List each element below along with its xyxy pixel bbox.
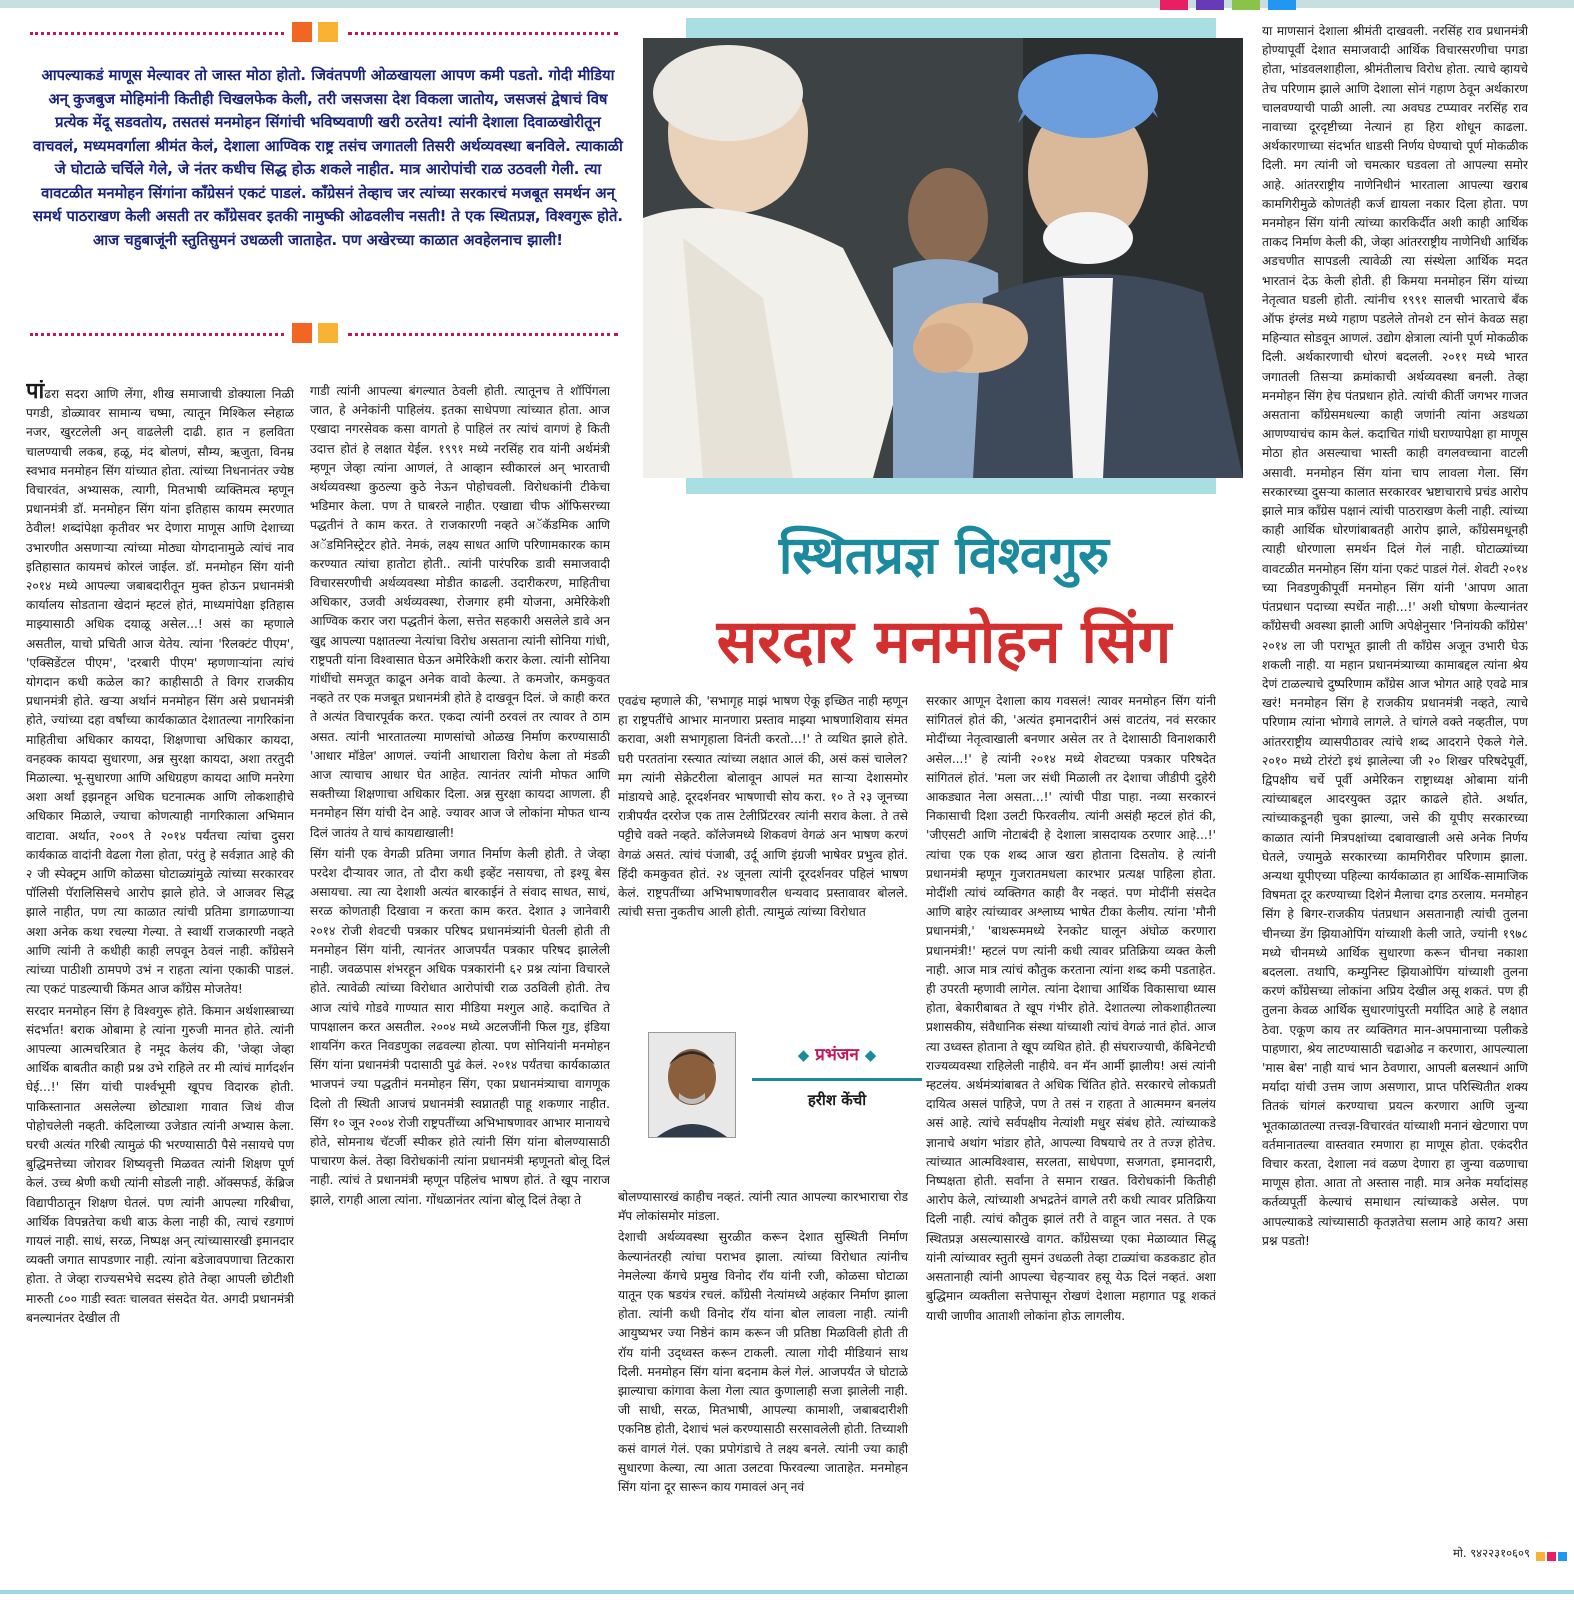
top-square-4 xyxy=(1268,0,1296,10)
intro-square-yellow-bottom xyxy=(318,323,338,343)
column-5-paragraph-1: या माणसानं देशाला श्रीमंती दाखवली. नरसिंह राव प्रधानमंत्री होण्यापूर्वी देशात समाजवादी आर्थिक विचारसरणीचा पगडा होता, भांडवलशाहीला, श्रीमंतीलाच विरोध होता. त्याचे व्हायचे तेच परिणाम झाले आणि देशाला सोनं गहाण ठेवून अर्थकारण चालवण्याची पाळी आली. त्या अवघड टप्प्यावर नरसिंह राव नावाच्या दूरदृष्टीच्या नेत्यानं हा हिरा शोधून काढला. अर्थकारणाच्या संदर्भात धाडसी निर्णय घेण्याचो पूर्ण मोकळीक दिली. मग त्यांनी जो चमत्कार घडवला तो आपल्या समोर आहे. आंतरराष्ट्रीय नाणेनिधीनं भारताला आपल्या खराब कामगिरीमुळे कोणतंही कर्ज द्यायला नकार दिला होता. पण मनमोहन सिंग यांनी त्यांच्या कारकिर्दीत अशी काही आर्थिक ताकद निर्माण केली की, जेव्हा आंतरराष्ट्रीय नाणेनिधी आर्थिक अडचणीत सापडली त्यावेळी त्या संस्थेला आर्थिक मदत भारतानं देऊ केली होती. ही किमया मनमोहन सिंग यांच्या नेतृत्वात घडली होती. त्यांनीच १९९१ सालची भारताचे बँक ऑफ इंग्लंड मध्ये गहाण पडलेले तोनशे टन सोनं केवळ सहा महिन्यात सोडवून आणलं. उद्योग क्षेत्राला त्यांनी पूर्ण मोकळीक दिली. अर्थकारणाची धोरणं बदलली. २०११ मध्ये भारत जगातली तिसऱ्या क्रमांकाची अर्थव्यवस्था बनली. तेव्हा मनमोहन सिंग हेच पंतप्रधान होते. त्यांची कीर्ती जगभर गाजत असताना काँग्रेसमधल्या काही जणांनी त्यांना अडथळा आणण्याचंच काम केलं. कदाचित गांधी घराण्यापेक्षा हा माणूस मोठा होत असल्याचा भास्ती काही वगलवच्चाना वाटली असावी. मनमोहन सिंग यांना चाप लावला गेला. सिंग सरकारच्या दुसऱ्या कालात सरकारवर भ्रष्टाचाराचे प्रचंड आरोप झाले मात्र काँग्रेस पक्षानं त्यांची पाठराखण केली नाही. त्यांच्या काही आर्थिक धोरणांबाबतही आरोप झाले, काँग्रेसमधूनही त्याही धोरणाला समर्थन दिलं गेलं नाही. घोटाळ्यांच्या वावटळीत मनमोहन सिंग यांना एकटं पाडलं गेलं. शेवटी २०१४ च्या निवडणुकीपूर्वी मनमोहन सिंग यांनी 'आपण आता पंतप्रधान पदाच्या स्पर्धेत नाही...!' अशी घोषणा केल्यानंतर काँग्रेसची अवस्था झाली आणि अपेक्षेनुसार 'निनांयकी काँग्रेस' २०१४ ला जी पराभूत झाली ती काँग्रेस अजून उभारी घेऊ शकली नाही. या महान प्रधानमंत्र्याच्या कामाबद्दल त्यांना श्रेय देणं टाळल्याचे दुष्परिणाम काँग्रेस आज भोगत आहे एवढे मात्र खरं! मनमोहन सिंग हे राजकीय प्रधानमंत्री नव्हते, त्याचे परिणाम त्यांना भोगावे लागले. ते चांगले वक्ते नव्हतील, पण आंतरराष्ट्रीय व्यासपीठावर त्यांचे शब्द आदराने ऐकले गेले. २०१० मध्ये टोरंटो इथं झालेल्या जी २० शिखर परिषदेपूर्वी, द्विपक्षीय चर्चे पूर्वी अमेरिकन राष्ट्राध्यक्ष ओबामा यांनी त्यांच्याबद्दल आदरयुक्त उद्गार काढले होते. अर्थात, त्यांच्याकडूनही चुका झाल्या, जसे की यूपीए सरकारच्या काळात त्यांनी मित्रपक्षांच्या दबावाखाली असे अनेक निर्णय घेतले, ज्यामुळे सरकारच्या कामगिरीवर परिणाम झाला. अन्यथा यूपीएच्या पहिल्या कार्यकाळात हा आर्थिक-सामाजिक विषमता दूर करण्याच्या दिशेनं मैलाचा दगड ठरलाय. मनमोहन सिंग हे बिगर-राजकीय पंतप्रधान असतानाही त्यांची तुलना चीनच्या डेंग झियाओपिंग यांच्याशी केली जाते, ज्यांनी १९७८ मध्ये चीनमध्ये आर्थिक सुधारणा करून चीनचा नकाशा बदलला. तथापि, कम्युनिस्ट झियाओपिंग यांच्याशी तुलना करणं काँग्रेसच्या लोकांना अप्रिय देखील असू शकतं. पण ही तुलना केवळ आर्थिक सुधारणांपुरती मर्यादित आहे हे लक्षात ठेवा. एकूण काय तर व्यक्तिगत मान-अपमानाच्या पलीकडे पाहणारा, श्रेय लाटण्यासाठी चढाओढ न करणारा, आपल्याला 'मास बेस' नाही याचं भान ठेवणारा, आपली बलस्थानं आणि मर्यादा यांची उत्तम जाण असणारा, प्राप्त परिस्थितीत शक्य तितकं चांगलं करण्याचा प्रयत्न करणारा आणि जुन्या भूतकाळातल्या तत्त्वज्ञ-विचारवंत यांच्याशी मनानं खेटणारा पण वर्तमानातल्या वास्तवात रमणारा हा माणूस होता. एकंदरीत विचार करता, देशाला नवं वळण देणारा हा जुन्या वळणाचा माणूस होता. आता तो अस्तास नाही. मात्र अनेक मर्यादांसह कर्तव्यपूर्ती केल्याचं समाधान त्यांच्याकडे असेल. पण आपल्याकडे त्यांच्यासाठी कृतज्ञतेचा सलाम आहे काय? असा प्रश्न पडतो! xyxy=(1262,24,1528,1248)
column-3-paragraph-1: एवढंच म्हणाले की, 'सभागृह माझं भाषण ऐकू इच्छित नाही म्हणून हा राष्ट्रपतींचे आभार मानणारा प्रस्ताव माझ्या भाषणाशिवाय संमत करावा, अशी सभागृहाला विनंती करतो...!' ते व्यथित झाले होते. घरी परततांना रस्त्यात त्यांच्या लक्षात आलं की, असं कसं चालेल? मग त्यांनी सेक्रेटरीला बोलावून आपलं मत साऱ्या देशासमोर मांडायचे आहे. दूरदर्शनवर भाषणाची सोय करा. १० ते २३ जूनच्या रात्रीपर्यंत दररोज एक तास टेलीप्रिंटरवर त्यांनी सराव केला. ते तसे पट्टीचे वक्ते नव्हते. कॉलेजमध्ये शिकवणं वेगळं अन भाषण करणं वेगळं असतं. त्यांचं पंजाबी, उर्दू आणि इंग्रजी भाषेवर प्रभुत्व होतं. हिंदी कमकुवत होतं. २४ जूनला त्यांनी दूरदर्शनवर पहिलं भाषण केलं. राष्ट्रपतींच्या अभिभाषणावरील धन्यवाद प्रस्तावावर बोलले. त्यांची सत्ता नुकतीच आली होती. त्यामुळं त्यांच्या विरोधात xyxy=(618,694,908,920)
author-byline xyxy=(640,1026,930,1148)
article-column-3-bottom xyxy=(618,1186,908,1590)
top-square-1 xyxy=(1160,0,1188,10)
footer-square-1 xyxy=(1536,1552,1545,1561)
column-2-paragraph-2: सिंग यांनी एक वेगळी प्रतिमा जगात निर्माण केली होती. ते जेव्हा परदेश दौऱ्यावर जात, तो दौरा कधी इव्हेंट नसायचा, तो इश्यू बेस असायचा. त्या त्या देशाशी अत्यंत बारकाईनं ते संवाद साधत, साधं, सरळ कोणताही दिखावा न करता काम करत. देशात ३ जानेवारी २०१४ रोजी शेवटची पत्रकार परिषद प्रधानमंत्र्यांनी घेतली होती ती मनमोहन सिंग यांनी, त्यानंतर आजपर्यंत पत्रकार परिषद झालेली नाही. जवळपास शंभरहून अधिक पत्रकारांनी ६२ प्रश्न त्यांना विचारले होते. त्यावेळी त्यांच्या विरोधात आरोपांची राळ उठविली होती. तेच आज त्यांचे गोडवे गाण्यात सारा मीडिया मश्गुल आहे. कदाचित ते पापक्षालन करत असतील. २००४ मध्ये अटलजींनी फिल गुड, इंडिया शायनिंग करत निवडणुका लढवल्या होत्या. पण सोनियांनी मनमोहन सिंग यांना प्रधानमंत्री पदासाठी पुढं केलं. २०१४ पर्यंतचा कार्यकाळात भाजपनं ज्या पद्धतीनं मनमोहन सिंग, एका प्रधानमंत्र्याचा वागणूक दिलो ती स्थिती आजचं प्रधानमंत्री स्वप्नातही पाहू शकणार नाहीत. सिंग १० जून २००४ रोजी राष्ट्रपतींच्या अभिभाषणावर आभार मानायचे होते, सोमनाथ चॅटर्जी स्पीकर होते त्यांनी सिंग यांना बोलण्यासाठी पाचारण केलं. तेव्हा विरोधकांनी त्यांना प्रधानमंत्री म्हणूनतो बोलू दिलं नाही. त्यांचं ते प्रधानमंत्री म्हणून पहिलंच भाषण होतं. ते खूप नाराज झाले, रागही आला त्यांना. गोंधळानंतर त्यांना बोलू दिलं तेव्हा ते xyxy=(310,846,610,1207)
article-column-1 xyxy=(26,380,294,1590)
intro-divider-bottom-left xyxy=(30,333,284,336)
article-column-2 xyxy=(310,380,610,1590)
headline-line-2: सरदार मनमोहन सिंग xyxy=(716,607,1172,677)
intro-square-yellow xyxy=(318,22,338,42)
top-square-3 xyxy=(1232,0,1260,10)
lead-photo xyxy=(643,38,1243,478)
column-4-paragraph-1: सरकार आणून देशाला काय गवसलं! त्यावर मनमोहन सिंग यांनी सांगितलं होतं की, 'अत्यंत इमानदारीनं असं वाटतंय, नवं सरकार मोदींच्या नेतृत्वाखाली बनणार असेल तर ते देशासाठी विनाशकारी असेल...!' हे त्यांनी २०१४ मध्ये शेवटच्या पत्रकार परिषदेत सांगितलं होतं. 'मला जर संधी मिळाली तर देशाचा जीडीपी दुहेरी आकड्यात नेला असता...!' त्यांची पीडा पाहा. नव्या सरकारनं निकासाची दिशा उलटी फिरवलीय. त्यांनी असंही म्हटलं होतं की, 'जीएसटी आणि नोटाबंदी हे देशाला त्रासदायक ठरणार आहे...!' त्यांचा एक एक शब्द आज खरा होताना दिसतोय. हे त्यांनी प्रधानमंत्री म्हणून गुजरातमधला कारभार प्रत्यक्ष पाहिला होता. मोदींशी त्यांचं व्यक्तिगत काही वैर नव्हतं. पण मोदींनी संसदेत आणि बाहेर त्यांच्यावर अश्लाघ्य भाषेत टीका केलीय. त्यांना 'मौनी प्रधानमंत्री,' 'बाथरूममध्ये रेनकोट घालून अंघोळ करणारा प्रधानमंत्री!' म्हटलं पण त्यांनी कधी त्यावर प्रतिक्रिया व्यक्त केली नाही. आज मात्र त्यांचं कौतुक करताना त्यांना शब्द कमी पडताहेत. ही उपरती म्हणावी लागेल. त्यांना देशाचा आर्थिक विकासाचा ध्यास होता, बेकारीबाबत ते खूप गंभीर होते. देशातल्या लोकशाहीतल्या प्रशासकीय, संवैधानिक संस्था यांच्याशी त्यांचं वेगळं नातं होतं. आज त्या उध्वस्त होताना ते खूप व्यथित होते. ही संघराज्याची, कॅबिनेटची राज्यव्यवस्था राहिलेली नाहीये. वन मॅन आर्मी झालीय! असं त्यांनी म्हटलंय. अर्थमंत्र्यांबाबत ते अधिक चिंतित होते. सरकारचे लोकप्रती दायित्व असलं पाहिजे, पण ते तसं न राहता ते आत्ममग्न बनलंय असं आहे. त्यांचे सर्वपक्षीय नेत्यांशी मधुर संबंध होते. त्यांच्याकडे ज्ञानाचे अथांग भांडार होते, आपल्या विषयाचे तर ते तज्ज्ञ होतेच. त्यांच्यात आत्मविश्वास, सरलता, साधेपणा, सजगता, इमानदारी, निष्पक्षता होती. सर्वांना ते समान राखत. विरोधकांनी कितीही आरोप केले, त्यांच्याशी अभद्रतेनं वागले तरी कधी त्यावर प्रतिक्रिया दिली नाही. त्यांचं कौतुक झालं तरी ते वाहून जात नसत. ते एक स्थितप्रज्ञ असल्यासारखे वागत. काँग्रेसच्या एका मेळाव्यात सिद्धू यांनी त्यांच्यावर स्तुती सुमनं उधळली तेव्हा टाळ्यांचा कडकडाट होत असतानाही त्यांनी आपल्या चेहऱ्यावर हसू येऊ दिलं नव्हतं. अशा बुद्धिमान व्यक्तीला सत्तेपासून रोखणं देशाला महागात पडू शकतं याची जाणीव आताशी लोकांना होऊ लागलीय. xyxy=(926,694,1216,1323)
byline-rule xyxy=(752,1078,922,1081)
author-photo xyxy=(648,1032,736,1138)
article-column-3-top xyxy=(618,690,908,1018)
column-1-paragraph-1-text: ढरा सदरा आणि लेंगा, शीख समाजाची डोक्याला निळी पगडी, डोळ्यावर सामान्य चष्मा, त्यातून मिश्किल स्नेहाळ नजर, खुरटलेली अन् वाढलेली दाढी. हात न हलविता चालण्याची लकब, हळू, मंद बोलणं, सौम्य, ऋजुता, विनम्र स्वभाव मनमोहन सिंग यांच्यात होता. त्यांच्या निधनानंतर ज्येष्ठ विचारवंत, अभ्यासक, त्यागी, मितभाषी व्यक्तिमत्व म्हणून प्रधानमंत्री डॉ. मनमोहन सिंग यांना इतिहास कायम स्मरणात ठेवील! शब्दांपेक्षा कृतीवर भर देणारा माणूस आणि देशाच्या उभारणीत असणाऱ्या त्यांच्या मोठ्या योगदानामुळे त्यांचं नाव इतिहासात कायमचं कोरलं जाईल. डॉ. मनमोहन सिंग यांनी २०१४ मध्ये आपल्या जबाबदारीतून मुक्त होऊन प्रधानमंत्री कार्यालय सोडताना खेदानं म्हटलं होतं, माध्यमांपेक्षा इतिहास माझ्यासाठी अधिक दयाळू असेल...! असं का म्हणाले असतील, याचो प्रचिती आज येतेय. त्यांना 'रिलक्टंट पीएम', 'एक्सिडेंटल पीएम', 'दरबारी पीएम' म्हणणाऱ्यांना त्यांचं योगदान कधी कळेल का? काहीसाठी ते विगर राजकीय प्रधानमंत्री होते. खऱ्या अर्थानं मनमोहन सिंग असे प्रधानमंत्री होते, ज्यांच्या दहा वर्षांच्या कार्यकाळात देशातल्या नागरिकांना माहितीचा अधिकार कायदा, शिक्षणाचा अधिकार कायदा, वनहक्क कायदा सुधारणा, अन्न सुरक्षा कायदा, अशा तरतुदी मिळाल्या. भू-सुधारणा आणि अधिग्रहण कायदा आणि मनरेगा अशा अर्थां इझनहून अधिक घटनात्मक आणि लोकशाहीचे अधिकार मिळाले, ज्याचा कोणत्याही नागरिकाला अभिमान वाटावा. अर्थात, २००९ ते २०१४ पर्यंतचा त्यांचा दुसरा कार्यकाळ वादांनी वेढला गेला होता, परंतु हे सर्वज्ञात आहे की २ जी स्पेक्ट्रम आणि कोळसा घोटाळ्यांमुळे त्यांच्या सरकारवर पॉलिसी पॅरालिसिसचे आरोप झाले होते. जे आजवर सिद्ध झाले नाहीत, पण त्या काळात त्यांची प्रतिमा डागाळणाऱ्या अशा अनेक कथा रचल्या गेल्या. ते स्वार्थी राजकारणी नव्हते आणि त्यांनी ते कधीही काही लपवून ठेवलं नाही. काँग्रेसने त्यांच्या पाठीशी ठामपणे उभं न राहता त्यांना एकाकी पाडलं. त्या एकटं पाडल्याची किंमत आज काँग्रेस मोजतेय! xyxy=(26,387,294,997)
author-mobile: मो. ९४२२३१०६०९ xyxy=(1453,1546,1530,1560)
headline-line-1: स्थितप्रज्ञ विश्वगुरु xyxy=(778,526,1110,586)
top-color-band xyxy=(0,0,1574,8)
diamond-icon: ◆ xyxy=(864,1046,877,1064)
intro-divider-bottom-right xyxy=(348,333,618,336)
intro-divider-top-right xyxy=(348,32,618,35)
top-square-2 xyxy=(1196,0,1224,10)
drop-cap: पां xyxy=(26,380,45,404)
bottom-rule xyxy=(0,1590,1574,1594)
author-name: हरीश केंची xyxy=(807,1091,867,1109)
footer-square-2 xyxy=(1547,1552,1556,1561)
column-1-paragraph-2: सरदार मनमोहन सिंग हे विश्वगुरू होते. किमान अर्थशास्त्राच्या संदर्भात! बराक ओबामा हे त्यांना गुरुजी मानत होते. त्यांनी आपल्या आत्मचरित्रात हे नमूद केलंय की, 'जेव्हा जेव्हा आर्थिक बाबतीत काही प्रश्न उभे राहिले तर मी त्यांचं मार्गदर्शन घेई...!' सिंग यांची पार्श्वभूमी खूपच विदारक होती. पाकिस्तानात असलेल्या छोट्याशा गावात जिथं वीज पोहोचलेली नव्हती. कंदिलाच्या उजेडात त्यांनी अभ्यास केला. घरची अत्यंत गरिबी त्यामुळं फी भरण्यासाठी पैसे नसायचे पण बुद्धिमत्तेच्या जोरावर शिष्यवृत्ती मिळवत त्यांनी शिक्षण पूर्ण केलं. उच्च श्रेणी कधी त्यांनी सोडली नाही. ऑक्सफर्ड, केंब्रिज विद्यापीठातून शिक्षण घेतलं. पण त्यांनी आपल्या गरिबीचा, आर्थिक विपन्नतेचा कधी बाऊ केला नाही की, त्याचं रडगाणं गायलं नाही. साधं, सरळ, निष्पक्ष अन् त्यांच्यासारखी इमानदार व्यक्ती जगात सापडणार नाही. त्यांना बडेजावपणाचा तिटकारा होता. ते जेव्हा राज्यसभेचे सदस्य होते तेव्हा आपली छोटीशी मारुती ८०० गाडी स्वतः चालवत संसदेत येत. अगदी प्रधानमंत्री बनल्यानंतर देखील ती xyxy=(26,1003,294,1325)
intro-square-orange-bottom xyxy=(292,323,312,343)
article-column-4 xyxy=(926,690,1216,1590)
column-3-paragraph-3: देशाची अर्थव्यवस्था सुरळीत करून देशात सुस्थिती निर्माण केल्यानंतरही त्यांचा पराभव झाला. त्यांच्या विरोधात त्यांनीच नेमलेल्या कॅगचे प्रमुख विनोद रॉय यांनी रजी, कोळसा घोटाळा यातून एक षडयंत्र रचलं. काँग्रेसी नेत्यांमध्ये अहंकार निर्माण झाला होता. त्यांनी कधी विनोद रॉय यांना बोल लावला नाही. त्यांनी आयुष्यभर ज्या निष्ठेनं काम करून जी प्रतिष्ठा मिळविली होती ती रॉय यांनी उद्ध्वस्त करून टाकली. त्याला गोदी मीडियानं साथ दिली. मनमोहन सिंग यांना बदनाम केलं गेलं. आजपर्यंत जे घोटाळे झाल्याचा कांगावा केला गेला त्यात कुणालाही सजा झालेली नाही. जी साधी, सरळ, मितभाषी, आपल्या कामाशी, जबाबदारीशी एकनिष्ठ होती, देशाचं भलं करण्यासाठी सरसावलेली होती. तिच्याशी कसं वागलं गेलं. एका प्रपोगंडाचे ते लक्ष्य बनले. त्यांनी ज्या काही सुधारणा केल्या, त्या आता उलटवा फिरवल्या जाताहेत. मनमोहन सिंग यांना दूर सारून काय गमावलं अन् नवं xyxy=(618,1230,908,1495)
column-2-paragraph-1: गाडी त्यांनी आपल्या बंगल्यात ठेवली होती. त्यातूनच ते शॉपिंगला जात, हे अनेकांनी पाहिलंय. इतका साधेपणा त्यांच्यात होता. आज एखादा नगरसेवक कसा वागतो हे पाहिलं तर त्यांचं वागणं हे किती उदात्त होतं हे लक्षात येईल. १९९१ मध्ये नरसिंह राव यांनी अर्थमंत्री म्हणून जेव्हा त्यांना आणलं, ते आव्हान स्वीकारलं अन् भारताची अर्थव्यवस्था कुठल्या कुठे नेऊन पोहोचवली. विरोधकांनी टीकेचा भडिमार केला. पण ते घाबरले नाहीत. एखाद्या चीफ ऑफिसरच्या पद्धतीनं ते काम करत. ते राजकारणी नव्हते अॅकॅडमिक आणि अॅडमिनिस्ट्रेटर होते. नेमकं, लक्ष्य साधत आणि परिणामकारक काम करण्यात त्यांचा हातोटा होती.. त्यांनी पारंपरिक डावी समाजवादी विचारसरणीची अर्थव्यवस्था मोडीत काढली. उदारीकरण, माहितीचा अधिकार, उजवी अर्थव्यवस्था, रोजगार हमी योजना, अमेरिकेशी आण्विक करार जरा पद्धतीनं केला, सत्तेत सहकारी असलेले डावे अन खुद्द आपल्या पक्षातल्या नेत्यांचा विरोध असताना त्यांनी सोनिया गांधी, राष्ट्रपती यांना विश्वासात घेऊन अमेरिकेशी करार केला. त्यांनी सोनिया गांधींचो समजूत काढून अनेक वावो केल्या. ते कमजोर, कमकुवत नव्हते तर एक मजबूत प्रधानमंत्री होते हे दाखवून दिलं. जे काही करत ते अत्यंत विचारपूर्वक करत. एकदा त्यांनी ठरवलं तर त्यावर ते ठाम असत. त्यांनी भारतातल्या माणसांचो ओळख निर्माण करण्यासाठी 'आधार मॉडेल' आणलं. ज्यांनी आधाराला विरोध केला तो मंडळी आज त्याचाच आधार घेत आहेत. त्यानंतर त्यांनी मोफत आणि सक्तीच्या शिक्षणाचा अधिकार दिला. अन्न सुरक्षा कायदा आणला. ही मनमोहन सिंग यांची देन आहे. ज्यावर आज जे लोकांना मोफत धान्य दिलं जातंय ते याचं कायद्याखाली! xyxy=(310,384,610,840)
series-name: प्रभंजन xyxy=(815,1045,859,1065)
intro-square-orange xyxy=(292,22,312,42)
article-column-5 xyxy=(1262,20,1528,1542)
intro-divider-top-left xyxy=(30,32,284,35)
footer-square-3 xyxy=(1558,1552,1567,1561)
column-1-paragraph-1 xyxy=(26,382,294,1000)
column-3-paragraph-2: बोलण्यासारखं काहीच नव्हतं. त्यांनी त्यात आपल्या कारभाराचा रोड मॅप लोकांसमोर मांडला. xyxy=(618,1190,908,1224)
column-series-title xyxy=(752,1042,922,1065)
diamond-icon: ◆ xyxy=(797,1046,810,1064)
intro-summary: आपल्याकडं माणूस मेल्यावर तो जास्त मोठा होतो. जिवंतपणी ओळखायला आपण कमी पडतो. गोदी मीडिया अन् कुजबुज मोहिमांनी कितीही चिखलफेक केली, तरी जसजसा देश विकला जातोय, जसजसं द्वेषाचं विष प्रत्येक मेंदू सडवतोय, तसतसं मनमोहन सिंगांची भविष्यवाणी खरी ठरतेय! त्यांनी देशाला दिवाळखोरीतून वाचवलं, मध्यमवर्गाला श्रीमंत केलं, देशाला आण्विक राष्ट्र तसंच जगातली तिसरी अर्थव्यवस्था बनविले. त्याकाळी जे घोटाळे चर्चिले गेले, जे नंतर कधीच सिद्ध होऊ शकले नाहीत. मात्र आरोपांची राळ उठवली गेली. त्या वावटळीत मनमोहन सिंगांना काँग्रेसनं एकटं पाडलं. काँग्रेसनं तेव्हाच जर त्यांच्या सरकारचं मजबूत समर्थन अन् समर्थ पाठराखण केली असती तर काँग्रेसवर इतकी नामुष्की ओढवलीच नसती! ते एक स्थितप्रज्ञ, विश्वगुरू होते. आज चहुबाजूंनी स्तुतिसुमनं उधळली जाताहेत. पण अखेरच्या काळात अवहेलनाच झाली! xyxy=(33,67,623,249)
